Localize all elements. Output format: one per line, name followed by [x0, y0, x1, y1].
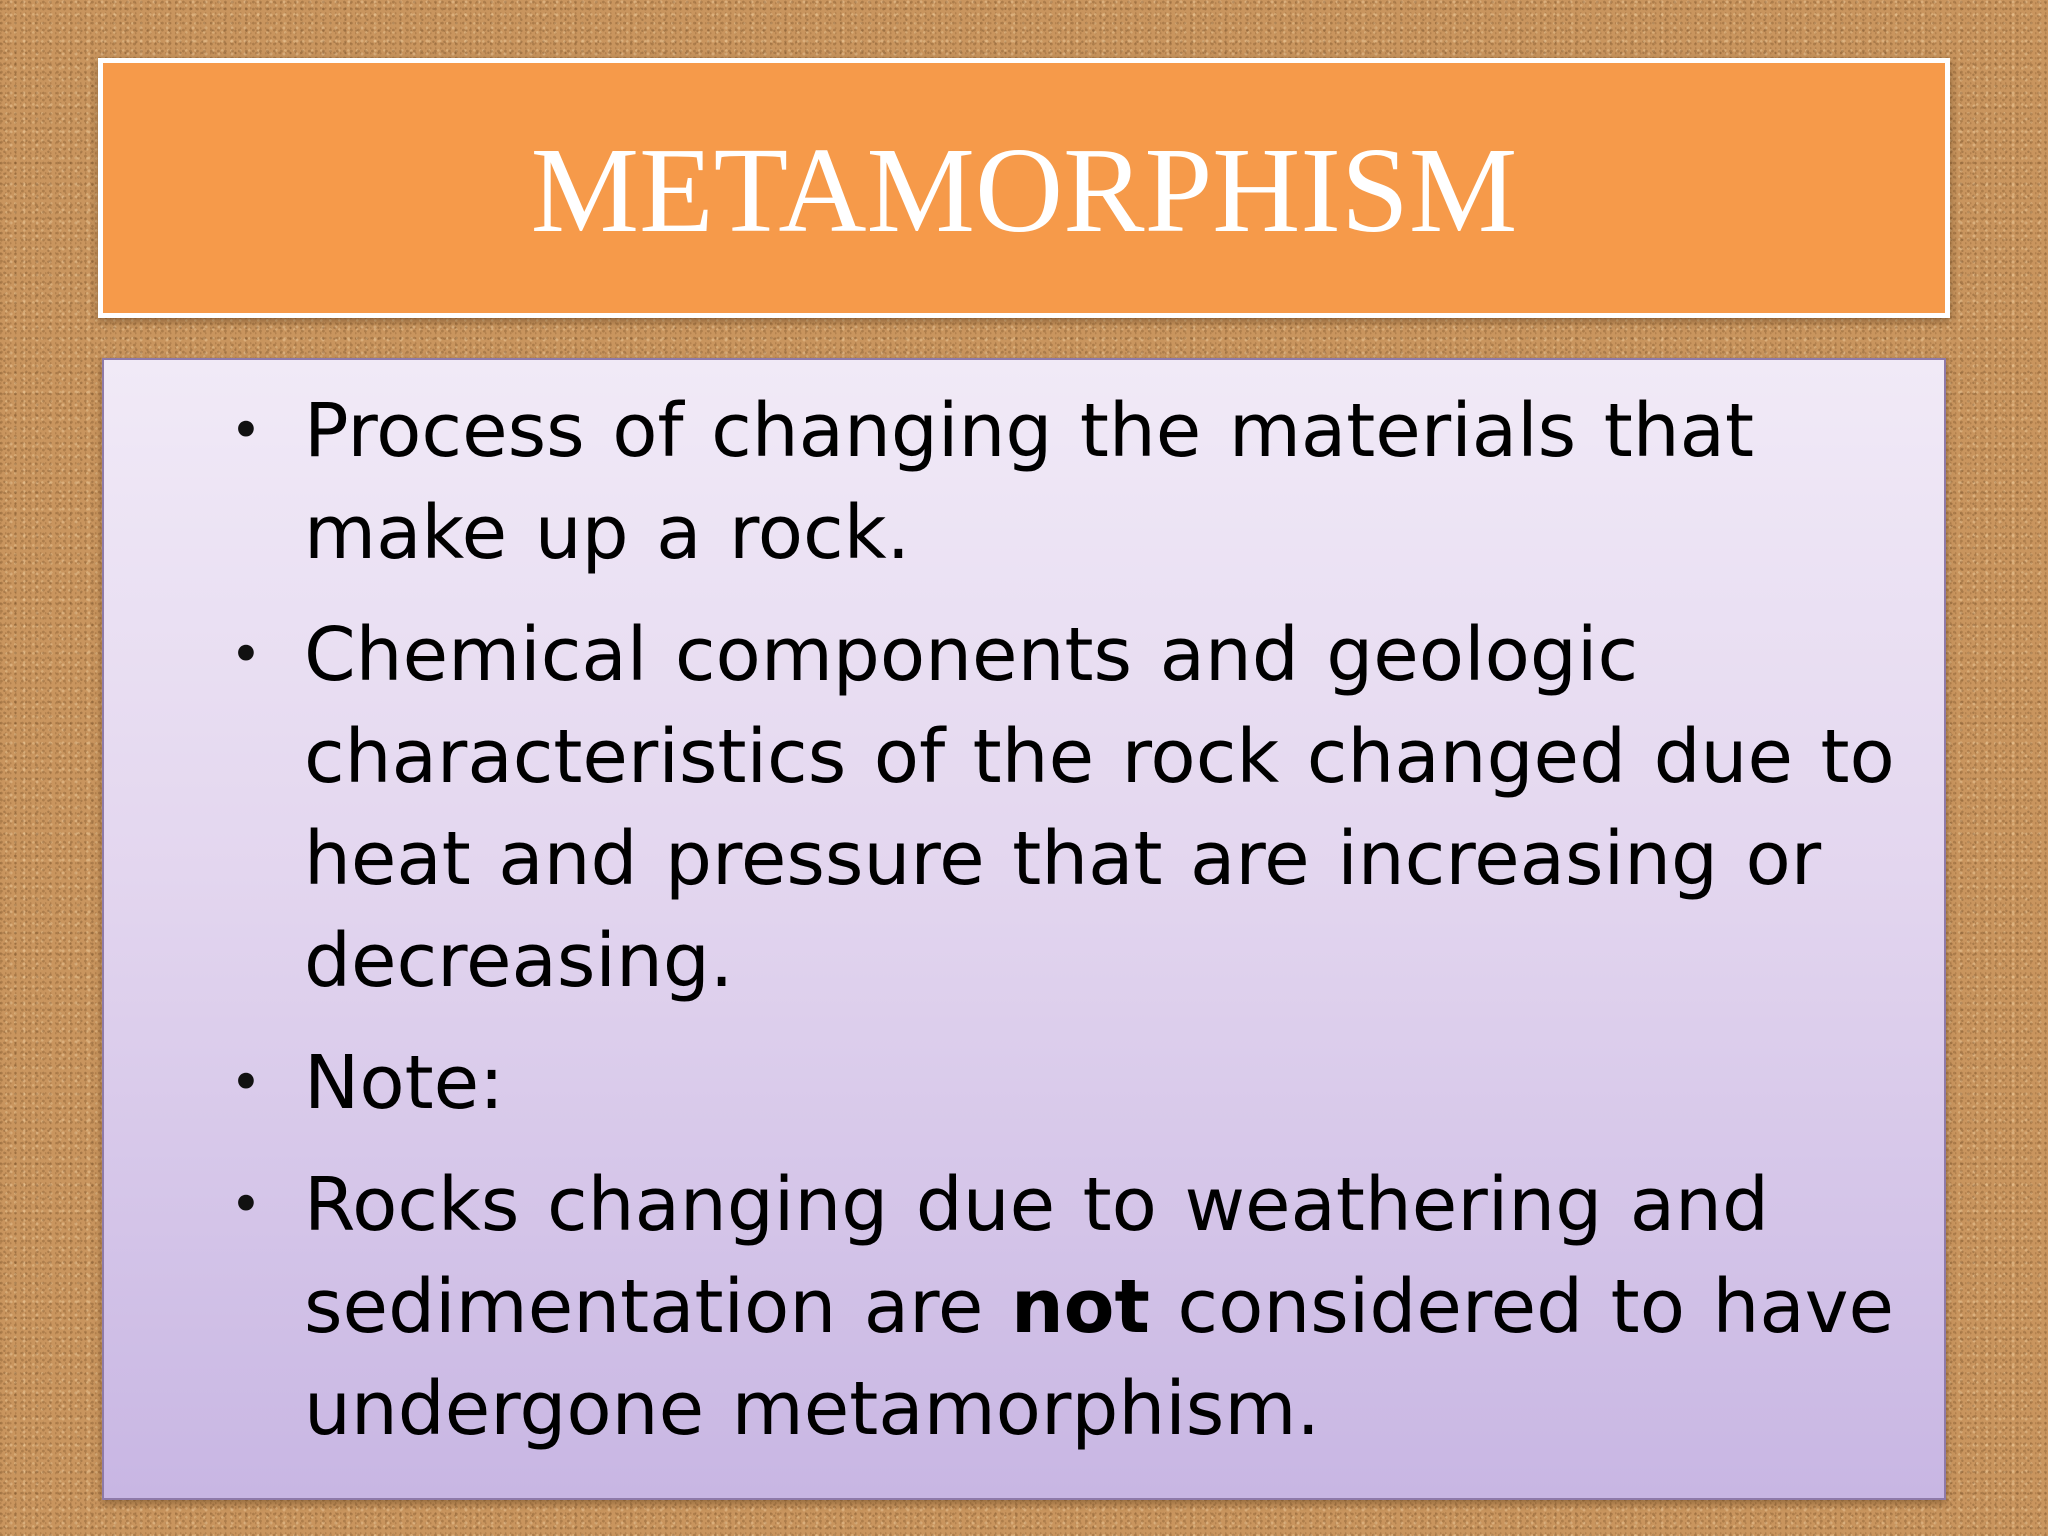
- bullet-dot-icon: •: [230, 623, 262, 686]
- bullet-emphasis: not: [1010, 1264, 1150, 1350]
- bullet-text: Process of changing the materials that make up a rock.: [304, 388, 1755, 576]
- bullet-text: Note:: [304, 1040, 505, 1126]
- bullet-dot-icon: •: [230, 1051, 262, 1114]
- bullet-item: [124, 380, 1924, 584]
- bullet-text-before: Rocks changing due to weathering and sedimentation are: [304, 1162, 1769, 1350]
- bullet-dot-icon: •: [230, 1173, 262, 1236]
- slide-title: METAMORPHISM: [530, 123, 1518, 258]
- title-banner: [98, 58, 1950, 318]
- bullet-text: Chemical components and geologic characteristics of the rock changed due to heat and pressure that are increasing or decreasing.: [304, 612, 1895, 1004]
- content-panel: [102, 358, 1946, 1500]
- bullet-item: [124, 1154, 1924, 1460]
- bullet-text-after: considered to have undergone metamorphism.: [304, 1264, 1895, 1452]
- bullet-dot-icon: •: [230, 399, 262, 462]
- bullet-item: [124, 604, 1924, 1012]
- bullet-item: [124, 1032, 1924, 1134]
- bullet-list: [124, 380, 1924, 1480]
